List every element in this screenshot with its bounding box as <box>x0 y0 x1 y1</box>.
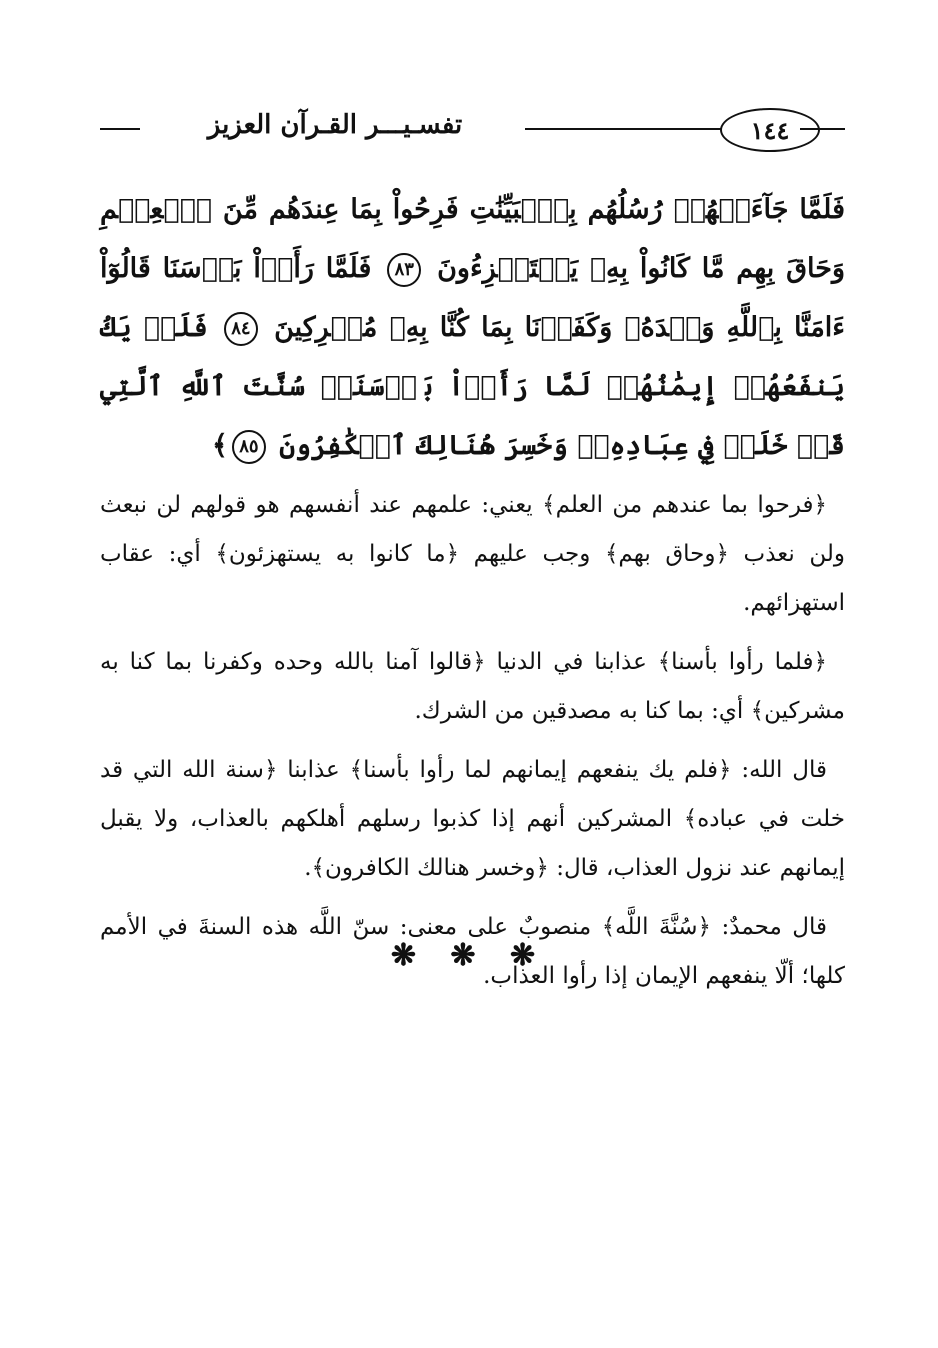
commentary-paragraph-4: قال محمدٌ: ﴿سُنَّةَ اللَّه﴾ منصوبٌ على معنى: سنّ اللَّه هذه السنةَ في الأمم كلها؛ ألّا ينفعهم الإيمان إذا رأوا العذاب. <box>100 914 845 989</box>
header-rule-left <box>100 128 140 130</box>
page-body <box>100 180 845 1011</box>
verse-83-text: فَلَمَّا جَآءَتۡهُمۡ رُسُلُهُم بِٱلۡبَيِّنَٰتِ فَرِحُواْ بِمَا عِندَهُم مِّنَ ٱلۡعِلۡمِ وَحَاقَ بِهِم مَّا كَانُواْ بِهِۦ يَسۡتَهۡزِءُونَ <box>100 194 845 284</box>
commentary-paragraph-2: ﴿فلما رأوا بأسنا﴾ عذابنا في الدنيا ﴿قالوا آمنا بالله وحده وكفرنا بما كنا به مشركين﴾ أي: بما كنا به مصدقين من الشرك. <box>100 649 845 724</box>
verse-number-83: ٨٣ <box>387 253 421 287</box>
header-rule-middle <box>525 128 735 130</box>
verse-85-text: فَلَمۡ يَكُ يَنفَعُهُمۡ إِيمَٰنُهُمۡ لَمَّا رَأَوۡاْ بَأۡسَنَاۖ سُنَّتَ ٱللَّهِ ٱلَّتِي قَدۡ خَلَتۡ فِي عِبَادِهِۦۖ وَخَسِرَ هُنَالِكَ ٱلۡكَٰفِرُونَ <box>100 312 845 461</box>
quran-verses <box>100 180 845 475</box>
commentary-paragraph-3: قال الله: ﴿فلم يك ينفعهم إيمانهم لما رأوا بأسنا﴾ عذابنا ﴿سنة الله التي قد خلت في عباده﴾ المشركين أنهم إذا كذبوا رسلهم أهلكهم بالعذاب، ولا يقبل إيمانهم عند نزول العذاب، قال: ﴿وخسر هنالك الكافرون﴾. <box>100 757 845 881</box>
closing-bracket: ﴾ <box>212 430 228 461</box>
page-header <box>100 108 845 152</box>
running-title: تفسـيـــر القـرآن العزيز <box>207 110 463 140</box>
verse-number-84: ٨٤ <box>224 312 258 346</box>
section-divider: ❋ ❋ ❋ <box>390 938 548 973</box>
header-rule-right <box>800 128 845 130</box>
verse-84-text: فَلَمَّا رَأَوۡاْ بَأۡسَنَا قَالُوٓاْ ءَامَنَّا بِٱللَّهِ وَحۡدَهُۥ وَكَفَرۡنَا بِمَا كُنَّا بِهِۦ مُشۡرِكِينَ <box>100 253 846 343</box>
page-number: ١٤٤ <box>720 108 820 152</box>
commentary-paragraph-1: ﴿فرحوا بما عندهم من العلم﴾ يعني: علمهم عند أنفسهم هو قولهم لن نبعث ولن نعذب ﴿وحاق بهم﴾ وجب عليهم ﴿ما كانوا به يستهزئون﴾ أي: عقاب استهزائهم. <box>100 492 845 616</box>
verse-number-85: ٨٥ <box>232 430 266 464</box>
